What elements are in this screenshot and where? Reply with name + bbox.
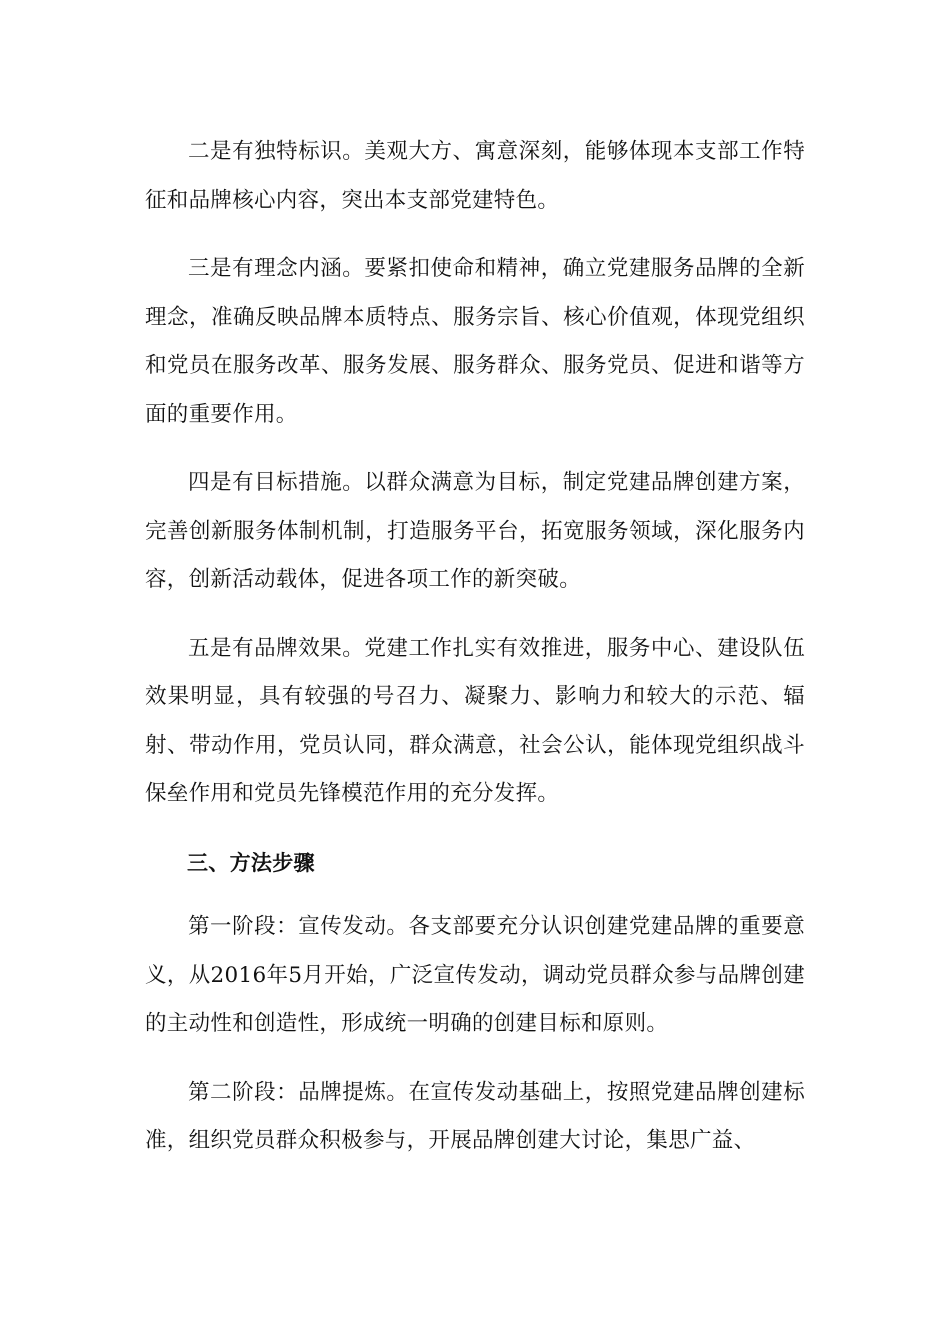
paragraph-phase-one: 第一阶段：宣传发动。各支部要充分认识创建党建品牌的重要意义，从2016年5月开始，广泛宣传发动，调动党员群众参与品牌创建的主动性和创造性，形成统一明确的创建目标和原则。	[145, 914, 805, 1036]
document-page	[145, 128, 805, 1186]
paragraph-concept: 三是有理念内涵。要紧扣使命和精神，确立党建服务品牌的全新理念，准确反映品牌本质特点、服务宗旨、核心价值观，体现党组织和党员在服务改革、服务发展、服务群众、服务党员、促进和谐等方面的重要作用。	[145, 256, 805, 427]
paragraph-phase-two: 第二阶段：品牌提炼。在宣传发动基础上，按照党建品牌创建标准，组织党员群众积极参与，开展品牌创建大讨论，集思广益、	[145, 1079, 805, 1153]
paragraph-goals: 四是有目标措施。以群众满意为目标，制定党建品牌创建方案，完善创新服务体制机制，打造服务平台，拓宽服务领域，深化服务内容，创新活动载体，促进各项工作的新突破。	[145, 470, 805, 592]
paragraph-brand-effect: 五是有品牌效果。党建工作扎实有效推进，服务中心、建设队伍效果明显，具有较强的号召力、凝聚力、影响力和较大的示范、辐射、带动作用，党员认同，群众满意，社会公认，能体现党组织战斗保垒作用和党员先锋模范作用的充分发挥。	[145, 635, 805, 806]
section-heading-methods: 三、方法步骤	[187, 850, 315, 875]
paragraph-distinct-logo: 二是有独特标识。美观大方、寓意深刻，能够体现本支部工作特征和品牌核心内容，突出本支部党建特色。	[145, 139, 805, 213]
